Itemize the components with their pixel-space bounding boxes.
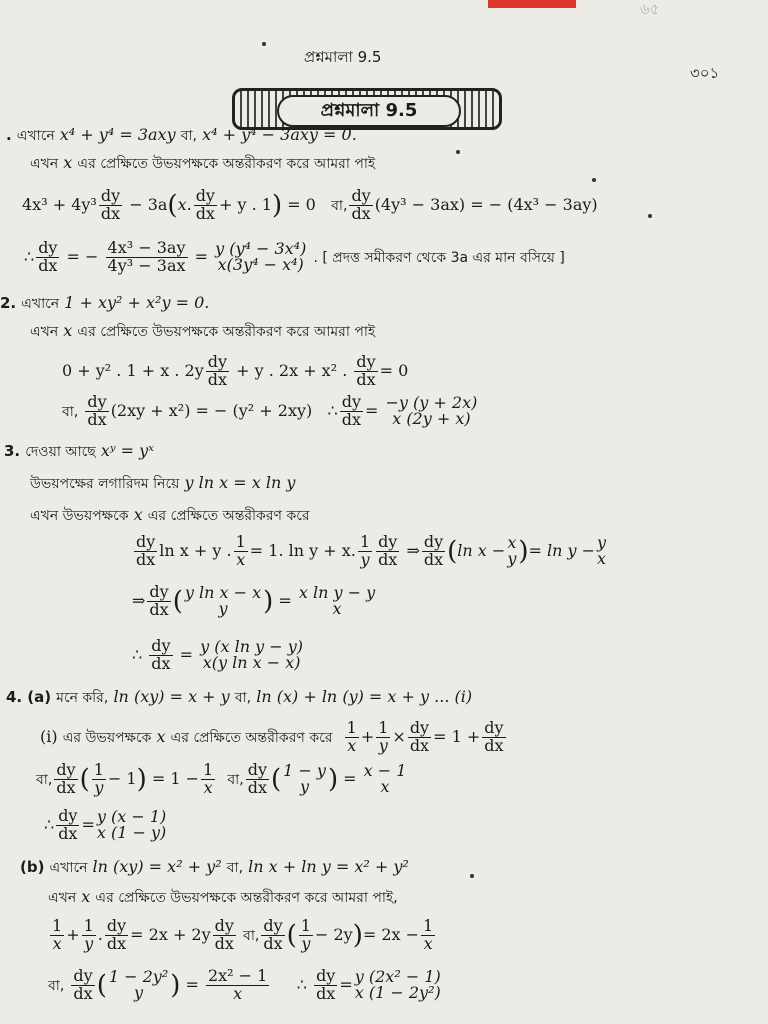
print-dot [262,42,266,46]
q3-eq3: ∴ $\frac{dy}{dx}$ = y (x ln y − y) x(y ln x − x) [132,636,304,673]
print-dot [648,214,652,218]
faded-top-mark: ৬৫ [640,0,660,18]
q4b-eq2: $\frac{1}{x}$ + $\frac{1}{y}$ . $\frac{dy}{dx}$ = 2x + 2y $\frac{dy}{dx}$ বা, $\frac{dy}{dx}$ ( $\frac{1}{y}$ − 2y)= 2x − $\frac{1}{x}$ [52,916,434,953]
q4a-intro-eq: (i) এর উভয়পক্ষকে x এর প্রেক্ষিতে অন্তরীকরণ করে $\frac{1}{x}$ + $\frac{1}{y}$ × $\frac{dy}{dx}$ = 1 + $\frac{dy}{dx}$ [40,718,504,755]
q3-log-line: উভয়পক্ষের লগারিদম নিয়ে y ln x = x ln y [30,473,296,492]
q1-eq2: ∴ $\frac{dy}{dx}$ = − $\frac{\text{4x³ − 3ay}}{\text{4y³ − 3ax}}$ = y (y⁴ − 3x⁴) x(3y⁴ − x⁴) . [ প্রদত্ত সমীকরণ থেকে 3a এর মান বসিয়ে ] [24,238,565,275]
q2-intro: এখন x এর প্রেক্ষিতে উভয়পক্ষকে অন্তরীকরণ করে আমরা পাই [30,321,376,340]
q4b-intro: এখন x এর প্রেক্ষিতে উভয়পক্ষকে অন্তরীকরণ করে আমরা পাই, [48,887,398,906]
q4a-eq3: বা, $\frac{dy}{dx}$ ( $\frac{1}{y}$ − 1) = 1 − $\frac{1}{x}$ বা, $\frac{dy}{dx}$ ( 1 − y y ) = x − 1 x [36,760,407,797]
q2-given-line: 2. এখানে 1 + xy² + x²y = 0. [0,293,210,312]
print-dot [592,178,596,182]
q4b-given-line: (b) এখানে ln (xy) = x² + y² বা, ln x + ln y = x² + y² [20,857,409,876]
q1-given-line: . এখানে x⁴ + y⁴ = 3axy বা, x⁴ + y⁴ − 3axy = 0. [6,125,357,144]
banner-title: প্রশ্নমালা 9.5 [277,95,461,127]
q2-eq2: বা, $\frac{dy}{dx}$ (2xy + x²) = − (y² + 2xy) ∴ $\frac{dy}{dx}$ = −y (y + 2x) x (2y + x) [62,392,478,429]
running-header: প্রশ্নমালা 9.5 [304,48,382,66]
page-number: ৩০১ [690,64,720,82]
q3-eq2: ⇒ $\frac{dy}{dx}$ ( y ln x − x y ) = x ln y − y x [132,582,376,619]
print-dot [456,150,460,154]
q1-intro: এখন x এর প্রেক্ষিতে উভয়পক্ষকে অন্তরীকরণ করে আমরা পাই [30,153,376,172]
q4a-result: ∴ $\frac{dy}{dx}$ = y (x − 1) x (1 − y) [44,806,167,843]
q3-eq1: $\frac{dy}{dx}$ ln x + y . $\frac{1}{x}$ = 1. ln y + x. $\frac{1}{y}$ $\frac{dy}{dx}$ ⇒ $\frac{dy}{dx}$ (ln x − x y )= ln y − y x [136,532,607,569]
print-dot [470,874,474,878]
q3-intro: এখন উভয়পক্ষকে x এর প্রেক্ষিতে অন্তরীকরণ করে [30,505,310,524]
q4a-given-line: 4. (a) মনে করি, ln (xy) = x + y বা, ln (x) + ln (y) = x + y ... (i) [6,687,473,706]
q2-eq1: 0 + y² . 1 + x . 2y $\frac{dy}{dx}$ + y . 2x + x² . $\frac{dy}{dx}$ = 0 [62,352,409,389]
q1-eq1: 4x³ + 4y³ $\frac{dy}{dx}$ − 3a(x. $\frac{dy}{dx}$ + y . 1) = 0 বা, $\frac{dy}{dx}$ (4y³ − 3ax) = − (4x³ − 3ay) [22,186,598,223]
top-red-strip [488,0,576,8]
q3-given-line: 3. দেওয়া আছে xʸ = yˣ [4,441,154,460]
q4b-eq3: বা, $\frac{dy}{dx}$ ( 1 − 2y² y ) = $\frac{\text{2x² − 1}}{x}$ ∴ $\frac{dy}{dx}$ = y (2x² − 1) x (1 − 2y²) [48,966,441,1003]
